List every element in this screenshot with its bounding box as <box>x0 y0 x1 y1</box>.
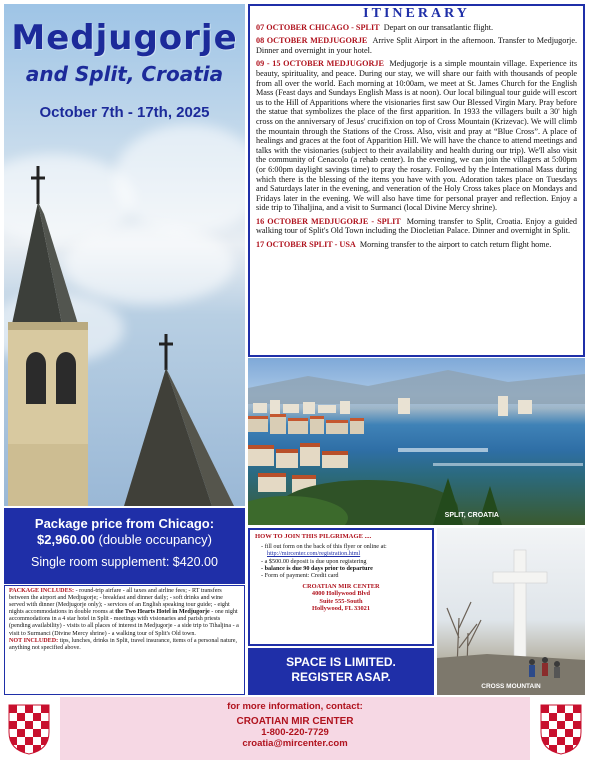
cross-mountain-photo <box>437 528 585 695</box>
not-included-heading: NOT INCLUDED: <box>9 637 59 644</box>
croatian-crest-icon <box>538 702 584 756</box>
includes-text-cont: - one night accommodations in a 4 star hotel in Split - meetings with visionaries and parish priests (pending availability) - visits to all places of interest in Medjugorje - a side trip to Tihaljina - a visit to Surmanci (Divine Mercy shrine) - a walking tour of Split's Old town. <box>9 609 239 637</box>
includes-heading: PACKAGE INCLUDES: <box>9 588 75 594</box>
register-line: REGISTER ASAP. <box>291 670 391 684</box>
itinerary-text: Morning transfer to the airport to catch return flight home. <box>359 240 552 250</box>
footer-phone[interactable]: 1-800-220-7729 <box>261 727 329 738</box>
itinerary-date: 17 OCTOBER SPLIT - USA <box>256 240 356 250</box>
itinerary-text: Depart on our transatlantic flight. <box>383 22 494 32</box>
itinerary-date: 16 OCTOBER MEDJUGORJE - SPLIT <box>256 216 401 226</box>
itinerary-date: 08 OCTOBER MEDJUGORJE <box>256 36 368 46</box>
itinerary-entry <box>256 36 577 55</box>
package-includes <box>4 585 245 695</box>
contact-footer <box>60 697 530 760</box>
split-photo-caption: SPLIT, CROATIA <box>444 512 499 519</box>
join-heading: HOW TO JOIN THIS PILGRIMAGE .... <box>255 533 372 540</box>
itinerary-entry <box>256 59 577 213</box>
itinerary-panel <box>248 4 585 357</box>
footer-org: CROATIAN MIR CENTER <box>236 716 354 727</box>
split-cityscape-illustration <box>248 358 585 525</box>
hotel-name: the Two Hearts Hotel in Medjugorje <box>115 609 210 616</box>
registration-link[interactable]: http://mircenter.com/registration.html <box>267 550 361 558</box>
join-address-line: 4000 Hollywood Blvd <box>311 590 371 598</box>
join-address-line: Suite 555-South <box>319 597 363 605</box>
limited-line: SPACE IS LIMITED. <box>286 655 396 669</box>
how-to-join <box>248 528 434 646</box>
itinerary-entry <box>256 23 577 33</box>
join-step: - Form of payment: Credit card <box>261 572 339 580</box>
price-amount: $2,960.00 <box>37 532 95 547</box>
church-towers-illustration <box>4 4 245 506</box>
join-step: - balance is due 90 days prior to departure <box>261 564 373 572</box>
hero-dates: October 7th - 17th, 2025 <box>39 104 210 121</box>
footer-email[interactable]: croatia@mircenter.com <box>242 738 348 749</box>
hero-subtitle: and Split, Croatia <box>25 62 224 86</box>
join-address-line: Hollywood, FL 33021 <box>311 604 371 612</box>
itinerary-text: Medjugorje is a simple mountain village. Experience its beauty, spirituality, and peace. During our stay, we will share our faith with thousands of people from all over the world. Each morning at 10:00am, we meet at St. James Church for the English Mass (Feast days and Sundays English Mass is at noon). Our local bilingual tour guide will escort us to the Hill of Apparitions where the visionaries first saw Our Blessed Virgin Mary. Pray before the statue that symbolizes the place of the first apparition. In 1933 the villagers built a 30' high cross on the anniversary of Jesus' crucifixion on top of Cross Mountain (Krizevac). We will climb the mountain through the Stations of the Cross. Also, visit and pray at “Blue Cross”. A place of healings and graces at the foot of Apparition Hill. We will have the chance to attend meetings and talks with the visionaries (subject to their availability and health during our trip). We'll also visit the community of Cenacolo (a rehab center). In the evening, we can join the villagers at 5:00pm (or 6:00pm daylight savings time) to pray the rosary. Followed by the International Mass during which there is the blessing of the items you have with you. Adoration takes place on Tuesdays and Saturdays later in the evening, and veneration of the Holy Cross takes place on Mondays and Fridays later in the evening. We will also have time for personal prayer and reflection. Enjoy a side trip to Tihaljina, and a visit to Surmanci (local Divine Mercy shrine). <box>256 59 578 213</box>
footer-intro: for more information, contact: <box>227 701 363 712</box>
price-occupancy: (double occupancy) <box>98 532 212 547</box>
croatian-crest-icon <box>6 702 52 756</box>
itinerary-date: 07 OCTOBER CHICAGO - SPLIT <box>256 22 380 32</box>
space-limited-box <box>248 648 434 695</box>
hero-photo <box>4 4 245 506</box>
join-step: - fill out form on the back of this flyer or online at: <box>261 543 387 551</box>
price-box <box>4 508 245 584</box>
not-included-text: tips, lunches, drinks in Split, travel insurance, items of a personal nature, anything not specified above. <box>9 637 238 651</box>
join-step: - a $500.00 deposit is due upon registering <box>261 557 367 565</box>
itinerary-date: 09 - 15 OCTOBER MEDJUGORJE <box>256 59 384 69</box>
join-org-name: CROATIAN MIR CENTER <box>302 583 380 591</box>
itinerary-heading: ITINERARY <box>363 6 470 21</box>
itinerary-text: Morning transfer to Split, Croatia. Enjoy a guided walking tour of Split's Old Town including the Diocletian Palace. Dinner and overnight in Split. <box>256 216 578 236</box>
split-photo <box>248 358 585 525</box>
cross-mountain-illustration <box>437 528 585 695</box>
includes-text: - round-trip airfare - all taxes and airline fees; - RT transfers between the airport and Medjugorje; - breakfast and dinner daily; - soft drinks and wine served with dinner (Medjugorje only); - services of an English speaking tour guide; - eight nights accommodations in double rooms at <box>9 588 230 616</box>
itinerary-entry <box>256 240 577 250</box>
itinerary-entry <box>256 217 577 236</box>
price-heading: Package price from Chicago: <box>34 516 215 531</box>
hero-title: Medjugorje <box>11 18 238 58</box>
itinerary-text: Arrive Split Airport in the afternoon. Transfer to Medjugorje. Dinner and overnight in your hotel. <box>256 36 578 55</box>
single-supplement: Single room supplement: $420.00 <box>31 555 218 569</box>
cross-photo-caption: CROSS MOUNTAIN <box>481 683 541 690</box>
